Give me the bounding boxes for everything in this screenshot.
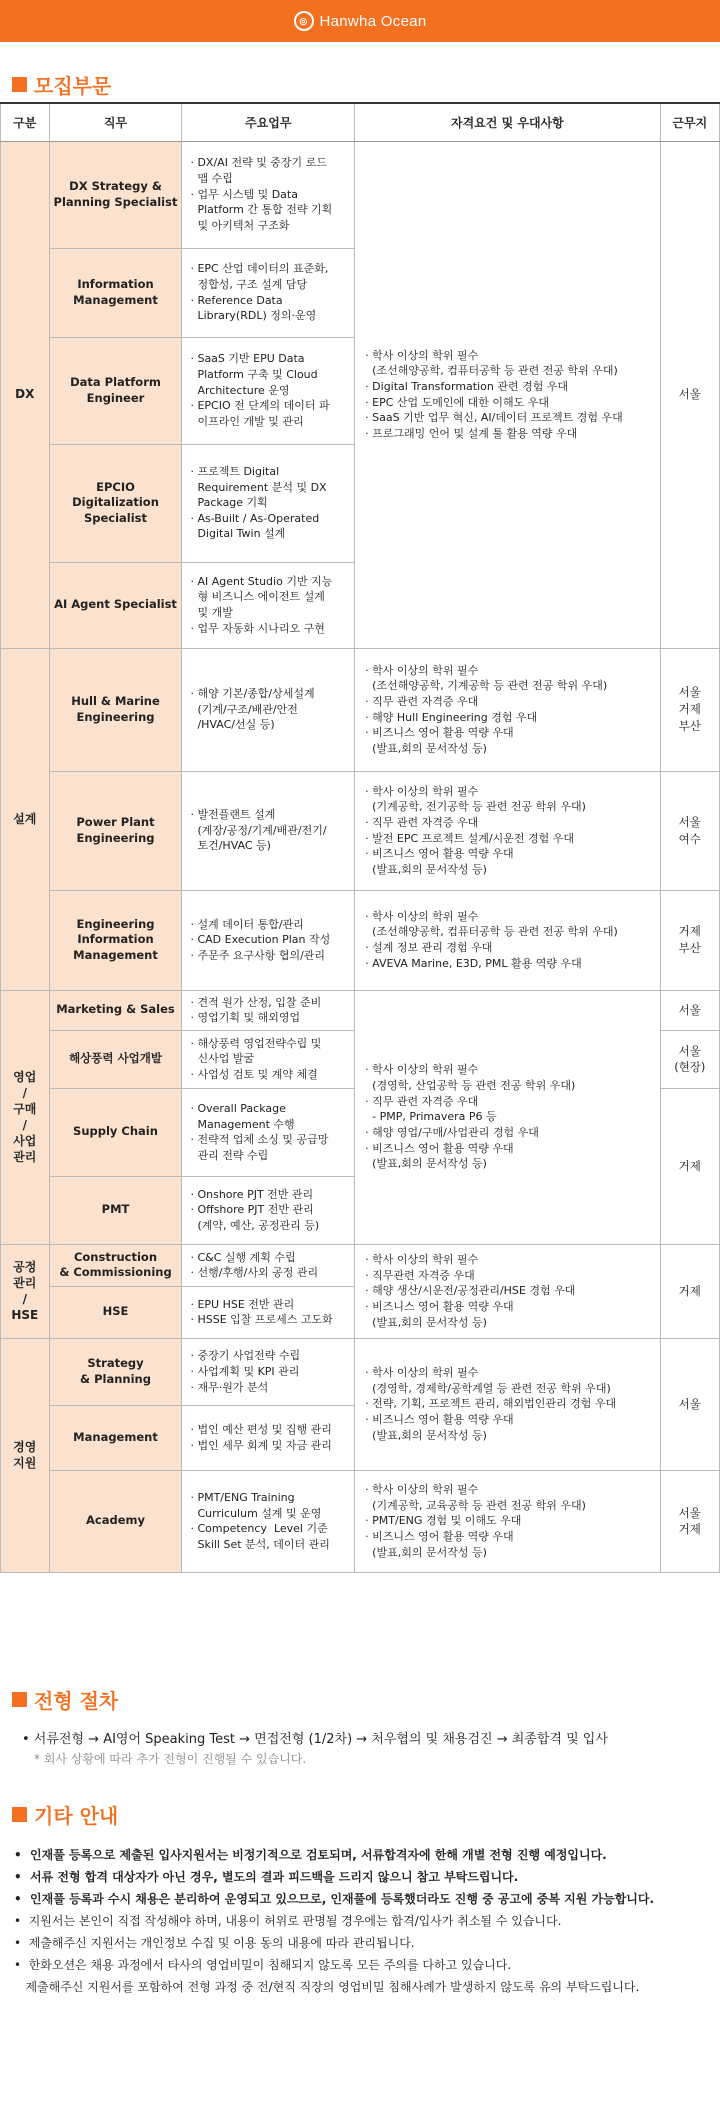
duties-cell-line: · 법인 예산 편성 및 집행 관리: [190, 1423, 332, 1437]
qualifications-cell-line: · 전략, 기획, 프로젝트 관리, 해외법인관리 경험 우대: [365, 1397, 617, 1411]
qualifications-cell-line: (발표,회의 문서작성 등): [365, 862, 487, 876]
duties-cell-line: · Competency Level 기준: [190, 1522, 328, 1536]
division-cell-line: /: [22, 1292, 27, 1307]
job-cell-line: 해상풍력 사업개발: [69, 1051, 162, 1066]
qualifications-cell-line: · 학사 이상의 학위 필수: [365, 1253, 479, 1267]
duties-cell-line: 형 비즈니스 에이전트 설계: [190, 590, 325, 604]
job-cell-line: Engineering: [76, 916, 155, 931]
location-cell-line: 서울: [678, 1505, 701, 1520]
info-item: • 인재풀 등록으로 제출된 입사지원서는 비정기적으로 검토되며, 서류합격자에 한해 개별 전형 진행 예정입니다.: [14, 1848, 607, 1862]
qualifications-cell-line: (경영학, 경제학/공학계열 등 관련 전공 학위 우대): [365, 1381, 611, 1395]
job-cell-line: & Planning: [80, 1371, 151, 1386]
division-cell-line: 관리: [13, 1150, 37, 1165]
duties-cell-line: 맵 수립: [190, 172, 233, 186]
division-cell-line: 경영: [13, 1440, 37, 1455]
duties-cell-line: · Offshore PJT 전반 관리: [190, 1203, 314, 1217]
qualifications-cell-line: · 학사 이상의 학위 필수: [365, 1483, 479, 1497]
duties-cell-line: · 재무·원가 분석: [190, 1380, 269, 1394]
job-cell-line: AI Agent Specialist: [54, 597, 177, 612]
duties-cell-line: · 업무 자동화 시나리오 구현: [190, 621, 325, 635]
duties-cell-line: 및 아키텍처 구조화: [190, 218, 290, 232]
duties-cell: [182, 1030, 355, 1088]
job-cell-line: Management: [73, 292, 158, 307]
division-cell-line: 설계: [13, 811, 37, 826]
job-cell-line: Data Platform: [70, 374, 161, 389]
job-cell: [49, 562, 182, 648]
duties-cell-line: 신사업 발굴: [190, 1052, 255, 1066]
location-cell-line: 여수: [678, 831, 701, 846]
job-cell: [49, 648, 182, 771]
duties-cell: [182, 990, 355, 1030]
job-cell-line: Engineer: [86, 390, 145, 405]
table-row: [1, 890, 720, 990]
qualifications-cell-line: (발표,회의 문서작성 등): [365, 1428, 487, 1442]
duties-cell-line: Package 기획: [190, 496, 268, 510]
orange-square-icon: [12, 1692, 27, 1707]
table-row: [1, 1470, 720, 1572]
qualifications-cell: [355, 1338, 660, 1470]
duties-cell-line: · 발전플랜트 설계: [190, 808, 276, 822]
duties-cell-line: Requirement 분석 및 DX: [190, 480, 327, 494]
location-cell: [660, 771, 719, 890]
qualifications-cell-line: (발표,회의 문서작성 등): [365, 1315, 487, 1329]
duties-cell-line: · EPU HSE 전반 관리: [190, 1297, 295, 1311]
qualifications-cell-line: · 비즈니스 영어 활용 역량 우대: [365, 1530, 514, 1544]
job-cell-line: Hull & Marine: [71, 693, 160, 708]
location-cell-line: 서울: [678, 1396, 701, 1411]
location-cell-line: 서울: [678, 1002, 701, 1017]
section-title-recruit: 모집부문: [12, 70, 111, 99]
qualifications-cell-line: · 비즈니스 영어 활용 역량 우대: [365, 1300, 514, 1314]
qualifications-cell-line: (경영학, 산업공학 등 관련 전공 학위 우대): [365, 1079, 576, 1093]
info-item: • 인재풀 등록과 수시 채용은 분리하여 운영되고 있으므로, 인재풀에 등록했더라도 진행 중 공고에 중복 지원 가능합니다.: [14, 1892, 655, 1906]
job-cell-line: Planning Specialist: [53, 194, 178, 209]
job-cell-line: Supply Chain: [73, 1124, 158, 1139]
qualifications-cell-line: · 해양 영업/구매/사업관리 경험 우대: [365, 1125, 539, 1139]
duties-cell-line: · SaaS 기반 EPU Data: [190, 352, 305, 366]
table-row: [1, 141, 720, 248]
duties-cell-line: · 견적 원가 산정, 입찰 준비: [190, 995, 322, 1009]
duties-cell-line: · 선행/후행/사외 공정 관리: [190, 1266, 319, 1280]
job-cell: [49, 1286, 182, 1338]
location-cell: [660, 1088, 719, 1244]
qualifications-cell-line: · 해양 생산/시운전/공정관리/HSE 경험 우대: [365, 1284, 576, 1298]
job-cell-line: Information: [77, 276, 154, 291]
duties-cell-line: (기계/구조/배관/안전: [190, 702, 298, 716]
job-cell: [49, 337, 182, 444]
duties-cell-line: Curriculum 설계 및 운영: [190, 1506, 322, 1520]
recruit-table: [0, 102, 720, 1573]
header-job: 직무: [49, 103, 182, 141]
location-cell-line: 거제: [678, 1522, 701, 1537]
duties-cell: [182, 1338, 355, 1405]
qualifications-cell-line: · Digital Transformation 관련 경험 우대: [365, 379, 569, 393]
page-header: [0, 0, 720, 42]
duties-cell-line: 이프라인 개발 및 관리: [190, 414, 304, 428]
job-cell-line: DX Strategy &: [69, 178, 162, 193]
division-cell: [1, 648, 50, 990]
duties-cell: [182, 1286, 355, 1338]
duties-cell: [182, 562, 355, 648]
duties-cell-line: (계장/공정/기계/배관/전기/: [190, 823, 327, 837]
duties-cell-line: · HSSE 입찰 프로세스 고도화: [190, 1313, 333, 1327]
qualifications-cell-line: · 직무 관련 자격증 우대: [365, 694, 479, 708]
division-cell-line: 구매: [13, 1101, 37, 1116]
duties-cell-line: · CAD Execution Plan 작성: [190, 933, 331, 947]
job-cell-line: Marketing & Sales: [56, 1002, 175, 1017]
duties-cell: [182, 1470, 355, 1572]
qualifications-cell-line: · 학사 이상의 학위 필수: [365, 663, 479, 677]
job-cell: [49, 444, 182, 562]
qualifications-cell-line: · 비즈니스 영어 활용 역량 우대: [365, 1141, 514, 1155]
info-item: • 한화오션은 채용 과정에서 타사의 영업비밀이 침해되지 않도록 모든 주의를 다하고 있습니다.: [14, 1958, 512, 1972]
section-title-etc: 기타 안내: [12, 1800, 118, 1829]
table-row: [1, 990, 720, 1030]
qualifications-cell-line: (발표,회의 문서작성 등): [365, 1157, 487, 1171]
qualifications-cell-line: · AVEVA Marine, E3D, PML 활용 역량 우대: [365, 956, 582, 970]
job-cell-line: Construction: [73, 1249, 158, 1264]
table-header-row: [1, 103, 720, 141]
duties-cell-line: · EPCIO 전 단계의 데이터 파: [190, 399, 330, 413]
duties-cell-line: · Reference Data: [190, 293, 283, 307]
job-cell-line: EPCIO: [96, 479, 135, 494]
job-cell: [49, 1030, 182, 1088]
orange-square-icon: [12, 77, 27, 92]
qualifications-cell: [355, 141, 660, 648]
job-cell-line: Management: [73, 947, 158, 962]
division-cell-line: /: [22, 1118, 27, 1133]
duties-cell-line: Digital Twin 설계: [190, 527, 286, 541]
info-item: • 서류 전형 합격 대상자가 아닌 경우, 별도의 결과 피드백을 드리지 않으니 참고 부탁드립니다.: [14, 1870, 519, 1884]
qualifications-cell-line: · EPC 산업 도메인에 대한 이해도 우대: [365, 395, 550, 409]
table-row: [1, 1244, 720, 1286]
qualifications-cell-line: · 설계 정보 관리 경험 우대: [365, 941, 493, 954]
qualifications-cell-line: · SaaS 기반 업무 혁신, AI/데이터 프로젝트 경험 우대: [365, 411, 623, 425]
location-cell: [660, 990, 719, 1030]
logo-text: Hanwha Ocean: [319, 12, 427, 30]
location-cell: [660, 1338, 719, 1470]
duties-cell-line: (계약, 예산, 공정관리 등): [190, 1219, 320, 1233]
job-cell-line: & Commissioning: [59, 1265, 172, 1280]
location-cell: [660, 1030, 719, 1088]
duties-cell-line: · EPC 산업 데이터의 표준화,: [190, 262, 329, 276]
qualifications-cell-line: · 비즈니스 영어 활용 역량 우대: [365, 847, 514, 861]
job-cell: [49, 1176, 182, 1244]
qualifications-cell-line: · 프로그래밍 언어 및 설계 툴 활용 역량 우대: [365, 426, 578, 440]
info-item: • 제출해주신 지원서는 개인정보 수집 및 이용 동의 내용에 따라 관리됩니다.: [14, 1936, 415, 1950]
process-steps: • 서류전형 → AI영어 Speaking Test → 면접전형 (1/2차) → 처우협의 및 채용검진 → 최종합격 및 입사: [22, 1732, 608, 1747]
division-cell: [1, 1338, 50, 1572]
table-row: [1, 1338, 720, 1405]
qualifications-cell-line: · 학사 이상의 학위 필수: [365, 784, 479, 798]
duties-cell: [182, 1405, 355, 1470]
duties-cell: [182, 890, 355, 990]
duties-cell-line: · Overall Package: [190, 1102, 286, 1115]
duties-cell-line: · 프로젝트 Digital: [190, 464, 280, 478]
duties-cell-line: 관리 전략 수립: [190, 1148, 269, 1162]
job-cell-line: Management: [73, 1429, 158, 1444]
duties-cell-line: · 중장기 사업전략 수립: [190, 1349, 301, 1363]
job-cell-line: Engineering: [76, 709, 155, 724]
header-duties: 주요업무: [182, 103, 355, 141]
duties-cell-line: · 영업기획 및 해외영업: [190, 1011, 301, 1025]
division-cell-line: 공정: [13, 1259, 37, 1274]
header-qualifications: 자격요건 및 우대사항: [355, 103, 660, 141]
division-cell-line: /: [22, 1085, 27, 1100]
job-cell: [49, 141, 182, 248]
location-cell: [660, 1244, 719, 1338]
location-cell-line: 부산: [678, 941, 701, 955]
job-cell-line: Academy: [86, 1513, 145, 1528]
duties-cell-line: Skill Set 분석, 데이터 관리: [190, 1537, 330, 1551]
duties-cell: [182, 337, 355, 444]
location-cell-line: 서울: [678, 685, 701, 700]
duties-cell-line: 및 개발: [190, 606, 233, 619]
qualifications-cell-line: (조선해양공학, 컴퓨터공학 등 관련 전공 학위 우대): [365, 925, 618, 939]
duties-cell: [182, 444, 355, 562]
qualifications-cell-line: · 발전 EPC 프로젝트 설계/시운전 경험 우대: [365, 831, 575, 845]
duties-cell-line: · DX/AI 전략 및 중장기 로드: [190, 156, 327, 170]
qualifications-cell: [355, 771, 660, 890]
qualifications-cell-line: · 해양 Hull Engineering 경험 우대: [365, 710, 538, 724]
orange-square-icon: [12, 1807, 27, 1822]
qualifications-cell-line: · 학사 이상의 학위 필수: [365, 909, 479, 923]
duties-cell-line: Management 수행: [190, 1117, 295, 1131]
division-cell-line: DX: [15, 387, 35, 402]
duties-cell-line: Platform 구축 및 Cloud: [190, 368, 318, 382]
duties-cell: [182, 1244, 355, 1286]
location-cell-line: 거제: [678, 924, 701, 939]
header-location: 근무지: [660, 103, 719, 141]
duties-cell: [182, 1176, 355, 1244]
qualifications-cell-line: (조선해양공학, 기계공학 등 관련 전공 학위 우대): [365, 679, 608, 693]
job-cell: [49, 771, 182, 890]
job-cell-line: Strategy: [87, 1356, 144, 1371]
location-cell-line: 서울: [678, 1043, 701, 1058]
division-cell-line: 사업: [13, 1134, 37, 1149]
job-cell: [49, 1244, 182, 1286]
location-cell-line: 서울: [678, 387, 701, 402]
location-cell-line: 거제: [678, 1283, 701, 1298]
job-cell-line: Specialist: [83, 510, 148, 525]
location-cell: [660, 890, 719, 990]
duties-cell: [182, 771, 355, 890]
qualifications-cell-line: (기계공학, 교육공학 등 관련 전공 학위 우대): [365, 1498, 586, 1512]
qualifications-cell-line: (조선해양공학, 컴퓨터공학 등 관련 전공 학위 우대): [365, 364, 618, 378]
job-cell-line: Engineering: [76, 830, 155, 845]
duties-cell: [182, 648, 355, 771]
qualifications-cell-line: · 비즈니스 영어 활용 역량 우대: [365, 726, 514, 740]
duties-cell: [182, 248, 355, 337]
qualifications-cell-line: - PMP, Primavera P6 등: [365, 1110, 497, 1124]
process-note: * 회사 상황에 따라 추가 전형이 진행될 수 있습니다.: [34, 1752, 307, 1766]
duties-cell-line: · C&C 실행 계획 수립: [190, 1250, 296, 1264]
qualifications-cell-line: · 학사 이상의 학위 필수: [365, 348, 479, 362]
header-division: 구분: [1, 103, 50, 141]
info-item: • 지원서는 본인이 직접 작성해야 하며, 내용이 허위로 판명될 경우에는 합격/입사가 취소될 수 있습니다.: [14, 1914, 562, 1928]
job-cell: [49, 1338, 182, 1405]
job-cell-line: Power Plant: [76, 814, 155, 829]
duties-cell: [182, 141, 355, 248]
location-cell-line: 부산: [678, 718, 701, 733]
division-cell-line: HSE: [11, 1308, 39, 1323]
qualifications-cell: [355, 890, 660, 990]
job-cell: [49, 1088, 182, 1176]
duties-cell-line: Library(RDL) 정의·운영: [190, 309, 317, 323]
hanwha-logo-icon: ◎: [294, 11, 314, 31]
duties-cell-line: · 주문주 요구사항 협의/관리: [190, 948, 326, 962]
qualifications-cell-line: · 직무 관련 자격증 우대: [365, 815, 479, 829]
qualifications-cell-line: · PMT/ENG 경험 및 이해도 우대: [365, 1514, 522, 1528]
qualifications-cell: [355, 990, 660, 1244]
duties-cell-line: · 해양 기본/종합/상세설계: [190, 687, 315, 701]
division-cell: [1, 990, 50, 1244]
qualifications-cell: [355, 1470, 660, 1572]
job-cell-line: Digitalization: [72, 495, 159, 510]
division-cell-line: 관리: [13, 1276, 37, 1291]
job-cell: [49, 1470, 182, 1572]
duties-cell-line: · 사업성 검토 및 계약 체결: [190, 1068, 318, 1082]
qualifications-cell-line: (발표,회의 문서작성 등): [365, 1545, 487, 1559]
job-cell-line: Information: [77, 932, 154, 947]
duties-cell-line: · 법인 세무 회계 및 자금 관리: [190, 1438, 332, 1452]
qualifications-cell-line: · 비즈니스 영어 활용 역량 우대: [365, 1413, 514, 1427]
duties-cell-line: /HVAC/선실 등): [190, 718, 275, 732]
division-cell-line: 영업: [13, 1069, 37, 1084]
location-cell-line: 거제: [678, 702, 701, 717]
duties-cell-line: Architecture 운영: [190, 383, 290, 397]
duties-cell-line: · PMT/ENG Training: [190, 1491, 295, 1504]
job-cell: [49, 890, 182, 990]
duties-cell: [182, 1088, 355, 1176]
duties-cell-line: · 설계 데이터 통합/관리: [190, 917, 304, 931]
section-title-process: 전형 절차: [12, 1685, 118, 1714]
duties-cell-line: · As-Built / As-Operated: [190, 511, 320, 525]
duties-cell-line: · 해상풍력 영업전략수립 및: [190, 1036, 322, 1050]
qualifications-cell: [355, 648, 660, 771]
duties-cell-line: · Onshore PJT 전반 관리: [190, 1187, 314, 1201]
location-cell-line: (현장): [674, 1060, 706, 1075]
duties-cell-line: · 전략적 업체 소싱 및 공급망: [190, 1133, 329, 1147]
job-cell-line: PMT: [101, 1202, 130, 1217]
duties-cell-line: 토건/HVAC 등): [190, 839, 271, 853]
qualifications-cell-line: · 학사 이상의 학위 필수: [365, 1063, 479, 1077]
location-cell: [660, 141, 719, 648]
etc-info-list: [14, 1844, 714, 1998]
qualifications-cell: [355, 1244, 660, 1338]
location-cell: [660, 1470, 719, 1572]
qualifications-cell-line: · 직무 관련 자격증 우대: [365, 1094, 479, 1108]
location-cell: [660, 648, 719, 771]
duties-cell-line: · AI Agent Studio 기반 지능: [190, 574, 333, 588]
job-cell: [49, 248, 182, 337]
duties-cell-line: · 업무 시스템 및 Data: [190, 187, 298, 201]
division-cell-line: 지원: [13, 1456, 37, 1471]
duties-cell-line: 정합성, 구조 설계 담당: [190, 277, 308, 291]
job-cell: [49, 1405, 182, 1470]
qualifications-cell-line: (발표,회의 문서작성 등): [365, 741, 487, 755]
location-cell-line: 서울: [678, 814, 701, 829]
qualifications-cell-line: · 직무관련 자격증 우대: [365, 1268, 475, 1282]
table-row: [1, 771, 720, 890]
qualifications-cell-line: · 학사 이상의 학위 필수: [365, 1366, 479, 1380]
division-cell: [1, 1244, 50, 1338]
location-cell-line: 거제: [678, 1158, 701, 1173]
table-row: [1, 648, 720, 771]
qualifications-cell-line: (기계공학, 전기공학 등 관련 전공 학위 우대): [365, 800, 586, 814]
job-cell: [49, 990, 182, 1030]
division-cell: [1, 141, 50, 648]
info-item: 제출해주신 지원서를 포함하여 전형 과정 중 전/현직 직장의 영업비밀 침해사례가 발생하지 않도록 유의 부탁드립니다.: [14, 1980, 640, 1994]
duties-cell-line: Platform 간 통합 전략 기획: [190, 203, 333, 217]
job-cell-line: HSE: [102, 1304, 129, 1319]
duties-cell-line: · 사업계획 및 KPI 관리: [190, 1364, 300, 1378]
